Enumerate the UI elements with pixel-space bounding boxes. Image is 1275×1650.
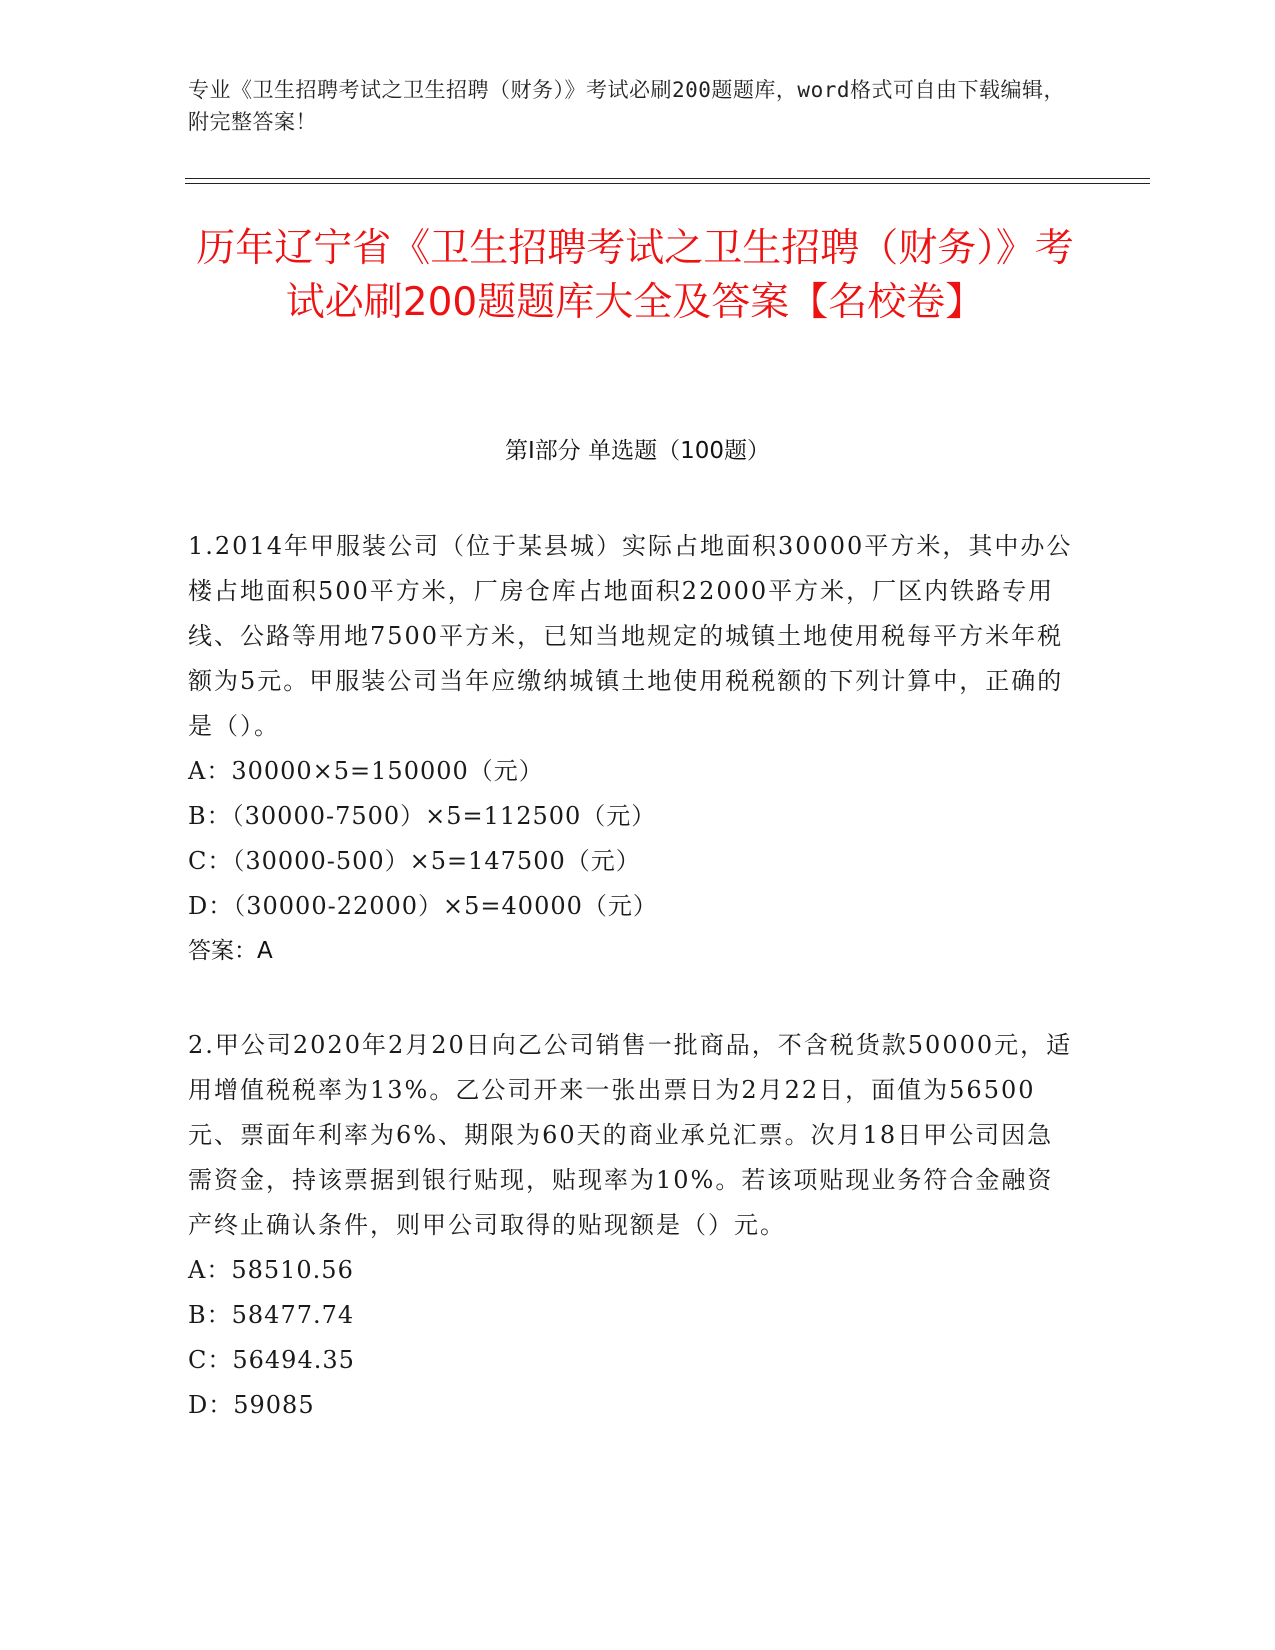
document-title: 历年辽宁省《卫生招聘考试之卫生招聘（财务）》考试必刷200题题库大全及答案【名校卷】 [196,226,1074,325]
header-note: 专业《卫生招聘考试之卫生招聘（财务）》考试必刷200题题库，word格式可自由下载编辑，附完整答案！ [188,78,1065,134]
option-d: D：59085 [188,1391,315,1419]
question-1 [188,524,1078,974]
answer-line: 答案：A [188,938,273,964]
option-c: C：（30000-500）×5=147500（元） [188,847,641,875]
option-list [188,1248,1078,1428]
question-2 [188,1023,1078,1428]
option-d: D：（30000-22000）×5=40000（元） [188,892,658,920]
option-a: A：30000×5=150000（元） [188,757,544,785]
option-c: C：56494.35 [188,1346,355,1374]
option-a: A：58510.56 [188,1256,354,1284]
section-heading: 第I部分 单选题（100题） [505,438,770,464]
option-b: B：（30000-7500）×5=112500（元） [188,802,657,830]
option-b: B：58477.74 [188,1301,355,1329]
header-divider-top [185,178,1150,179]
question-stem: 2.甲公司2020年2月20日向乙公司销售一批商品，不含税货款50000元，适用增值税税率为13%。乙公司开来一张出票日为2月22日，面值为56500元、票面年利率为6%、期限为60天的商业承兑汇票。次月18日甲公司因急需资金，持该票据到银行贴现，贴现率为10%。若该项贴现业务符合金融资产终止确认条件，则甲公司取得的贴现额是（）元。 [188,1031,1073,1239]
option-list [188,749,1078,929]
question-stem: 1.2014年甲服装公司（位于某县城）实际占地面积30000平方米，其中办公楼占地面积500平方米，厂房仓库占地面积22000平方米，厂区内铁路专用线、公路等用地7500平方米，已知当地规定的城镇土地使用税每平方米年税额为5元。甲服装公司当年应缴纳城镇土地使用税税额的下列计算中，正确的是（）。 [188,532,1073,740]
header-divider-bottom [185,183,1150,184]
